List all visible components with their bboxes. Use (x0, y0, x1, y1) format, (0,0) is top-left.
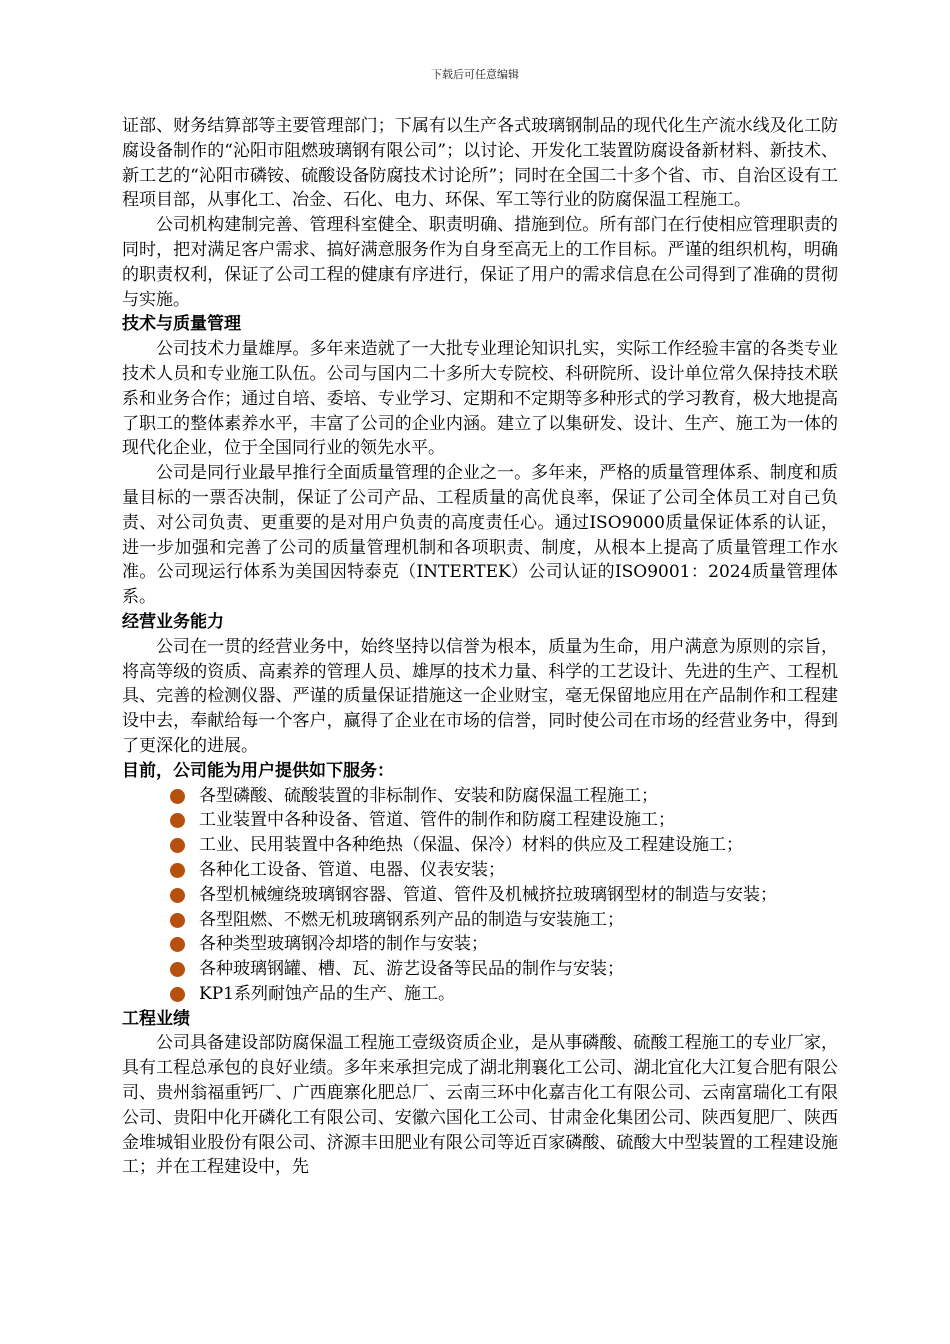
service-item-text: 各种玻璃钢罐、槽、瓦、游艺设备等民品的制作与安装； (199, 959, 624, 980)
list-item (170, 808, 838, 833)
bullet-dot-icon (170, 987, 185, 1002)
bullet-dot-icon (170, 962, 185, 977)
service-item-text: 各种类型玻璃钢冷却塔的制作与安装； (199, 934, 488, 955)
service-item-text: 各型磷酸、硫酸装置的非标制作、安装和防腐保温工程施工； (199, 785, 658, 806)
list-item (170, 908, 838, 933)
performance-paragraph-1: 公司具备建设部防腐保温工程施工壹级资质企业，是从事磷酸、硫酸工程施工的专业厂家，具有工程总承包的良好业绩。多年来承担完成了湖北荆襄化工公司、湖北宜化大江复合肥有限公司、贵州翁福重钙厂、广西鹿寨化肥总厂、云南三环中化嘉吉化工有限公司、云南富瑞化工有限公司、贵阳中化开磷化工有限公司、安徽六国化工公司、甘肃金化集团公司、陕西复肥厂、陕西金堆城钼业股份有限公司、济源丰田肥业有限公司等近百家磷酸、硫酸大中型装置的工程建设施工；并在工程建设中，先 (122, 1033, 838, 1178)
section-heading-tech: 技术与质量管理 (122, 314, 241, 335)
bullet-dot-icon (170, 888, 185, 903)
list-item (170, 833, 838, 858)
list-item (170, 982, 838, 1007)
services-list (122, 784, 838, 1007)
service-item-text: KP1系列耐蚀产品的生产、施工。 (199, 983, 455, 1004)
tech-paragraph-1: 公司技术力量雄厚。多年来造就了一大批专业理论知识扎实，实际工作经验丰富的各类专业技术人员和专业施工队伍。公司与国内二十多所大专院校、科研院所、设计单位常久保持技术联系和业务合作；通过自培、委培、专业学习、定期和不定期等多种形式的学习教育，极大地提高了职工的整体素养水平，丰富了公司的企业内涵。建立了以集研发、设计、生产、施工为一体的现代化企业，位于全国同行业的领先水平。 (122, 339, 838, 459)
section-heading-performance: 工程业绩 (122, 1008, 190, 1029)
tech-paragraph-2: 公司是同行业最早推行全面质量管理的企业之一。多年来，严格的质量管理体系、制度和质量目标的一票否决制，保证了公司产品、工程质量的高优良率，保证了公司全体员工对自己负责、对公司负责、更重要的是对用户负责的高度责任心。通过ISO9000质量保证体系的认证，进一步加强和完善了公司的质量管理机制和各项职责、制度，从根本上提高了质量管理工作水准。公司现运行体系为美国因特泰克（INTERTEK）公司认证的ISO9001：2024质量管理体系。 (122, 463, 838, 608)
bullet-dot-icon (170, 937, 185, 952)
bullet-dot-icon (170, 813, 185, 828)
bullet-dot-icon (170, 789, 185, 804)
list-item (170, 957, 838, 982)
section-heading-business: 经营业务能力 (122, 611, 224, 632)
service-item-text: 各型机械缠绕玻璃钢容器、管道、管件及机械挤拉玻璃钢型材的制造与安装； (199, 884, 777, 905)
bullet-dot-icon (170, 913, 185, 928)
service-item-text: 工业装置中各种设备、管道、管件的制作和防腐工程建设施工； (199, 810, 675, 831)
bullet-dot-icon (170, 863, 185, 878)
document-body (122, 114, 838, 1180)
intro-paragraph-1: 证部、财务结算部等主要管理部门；下属有以生产各式玻璃钢制品的现代化生产流水线及化工防腐设备制作的“沁阳市阻燃玻璃钢有限公司”；以讨论、开发化工装置防腐设备新材料、新技术、新工艺的“沁阳市磷铵、硫酸设备防腐技术讨论所”；同时在全国二十多个省、市、自治区设有工程项目部，从事化工、冶金、石化、电力、环保、军工等行业的防腐保温工程施工。 (122, 116, 838, 211)
intro-paragraph-2: 公司机构建制完善、管理科室健全、职责明确、措施到位。所有部门在行使相应管理职责的同时，把对满足客户需求、搞好满意服务作为自身至高无上的工作目标。严谨的组织机构，明确的职责权利，保证了公司工程的健康有序进行，保证了用户的需求信息在公司得到了准确的贯彻与实施。 (122, 215, 838, 310)
list-item (170, 883, 838, 908)
list-item (170, 932, 838, 957)
bullet-dot-icon (170, 838, 185, 853)
section-heading-services: 目前，公司能为用户提供如下服务： (122, 760, 394, 781)
list-item (170, 858, 838, 883)
list-item (170, 784, 838, 809)
service-item-text: 工业、民用装置中各种绝热（保温、保冷）材料的供应及工程建设施工； (199, 835, 743, 856)
service-item-text: 各型阻燃、不燃无机玻璃钢系列产品的制造与安装施工； (199, 909, 624, 930)
running-header: 下载后可任意编辑 (431, 68, 519, 81)
business-paragraph-1: 公司在一贯的经营业务中，始终坚持以信誉为根本，质量为生命，用户满意为原则的宗旨，将高等级的资质、高素养的管理人员、雄厚的技术力量、科学的工艺设计、先进的生产、工程机具、完善的检测仪器、严谨的质量保证措施这一企业财宝，毫无保留地应用在产品制作和工程建设中去，奉献给每一个客户，赢得了企业在市场的信誉，同时使公司在市场的经营业务中，得到了更深化的进展。 (122, 636, 838, 756)
service-item-text: 各种化工设备、管道、电器、仪表安装； (199, 859, 505, 880)
